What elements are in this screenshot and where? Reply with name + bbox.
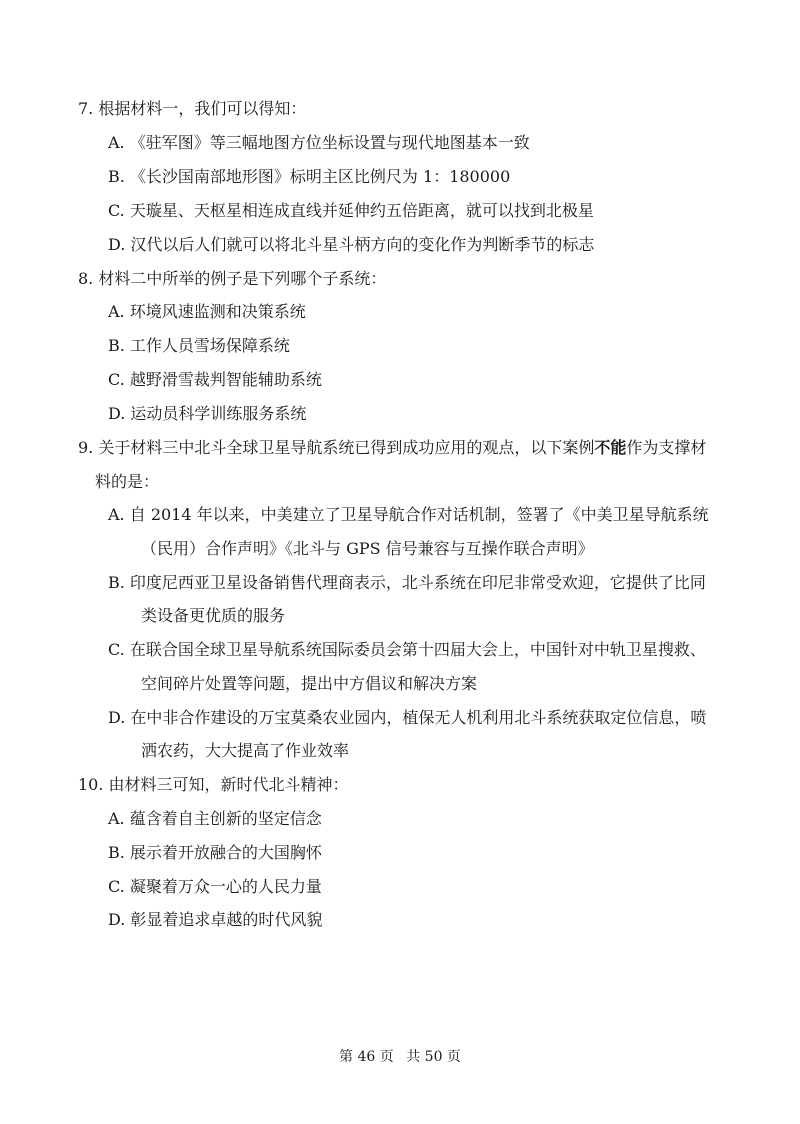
question-10-option-c: C. 凝聚着万众一心的人民力量 xyxy=(108,877,322,896)
question-10-option-b: B. 展示着开放融合的大国胸怀 xyxy=(108,843,322,862)
question-8-option-c: C. 越野滑雪裁判智能辅助系统 xyxy=(108,370,322,389)
page-number-total: 共 50 页 xyxy=(406,1049,461,1065)
question-9-option-c-line2: 空间碎片处置等问题，提出中方倡议和解决方案 xyxy=(141,674,478,693)
question-8-option-d: D. 运动员科学训练服务系统 xyxy=(108,404,307,423)
question-7-option-b: B. 《长沙国南部地形图》标明主区比例尺为 1：180000 xyxy=(108,167,511,186)
page-number-current: 第 46 页 xyxy=(339,1049,394,1065)
question-9-option-a-line2: （民用）合作声明》《北斗与 GPS 信号兼容与互操作联合声明》 xyxy=(141,539,594,558)
question-9-option-a-line1: A. 自 2014 年以来，中美建立了卫星导航合作对话机制，签署了《中美卫星导航系统 xyxy=(108,505,709,524)
question-7-option-d: D. 汉代以后人们就可以将北斗星斗柄方向的变化作为判断季节的标志 xyxy=(108,235,595,254)
question-9-stem-line2: 料的是： xyxy=(95,472,160,491)
question-9-option-c-line1: C. 在联合国全球卫星导航系统国际委员会第十四届大会上，中国针对中轨卫星搜救、 xyxy=(108,640,706,659)
question-8-stem: 8. 材料二中所举的例子是下列哪个子系统： xyxy=(78,269,387,288)
question-9-stem-part2: 作为支撑材 xyxy=(626,438,707,457)
question-9-stem xyxy=(78,437,706,459)
question-10-option-d: D. 彰显着追求卓越的时代风貌 xyxy=(108,910,323,929)
question-9-option-b-line1: B. 印度尼西亚卫星设备销售代理商表示，北斗系统在印尼非常受欢迎，它提供了比同 xyxy=(108,573,706,592)
question-7-option-a: A. 《驻军图》等三幅地图方位坐标设置与现代地图基本一致 xyxy=(108,133,530,152)
question-9-stem-part1: 9. 关于材料三中北斗全球卫星导航系统已得到成功应用的观点，以下案例 xyxy=(78,438,595,457)
question-9-option-b-line2: 类设备更优质的服务 xyxy=(141,606,286,625)
question-8-option-b: B. 工作人员雪场保障系统 xyxy=(108,336,290,355)
question-9-stem-emphasis: 不能 xyxy=(594,438,627,457)
question-9-option-d-line2: 洒农药，大大提高了作业效率 xyxy=(141,741,350,760)
question-9-option-d-line1: D. 在中非合作建设的万宝莫桑农业园内，植保无人机利用北斗系统获取定位信息，喷 xyxy=(108,708,707,727)
question-7-option-c: C. 天璇星、天枢星相连成直线并延伸约五倍距离，就可以找到北极星 xyxy=(108,201,594,220)
page-footer xyxy=(0,1047,800,1067)
question-10-option-a: A. 蕴含着自主创新的坚定信念 xyxy=(108,809,322,828)
question-7-stem: 7. 根据材料一，我们可以得知： xyxy=(78,99,307,118)
question-10-stem: 10. 由材料三可知，新时代北斗精神： xyxy=(78,775,349,794)
question-8-option-a: A. 环境风速监测和决策系统 xyxy=(108,302,306,321)
